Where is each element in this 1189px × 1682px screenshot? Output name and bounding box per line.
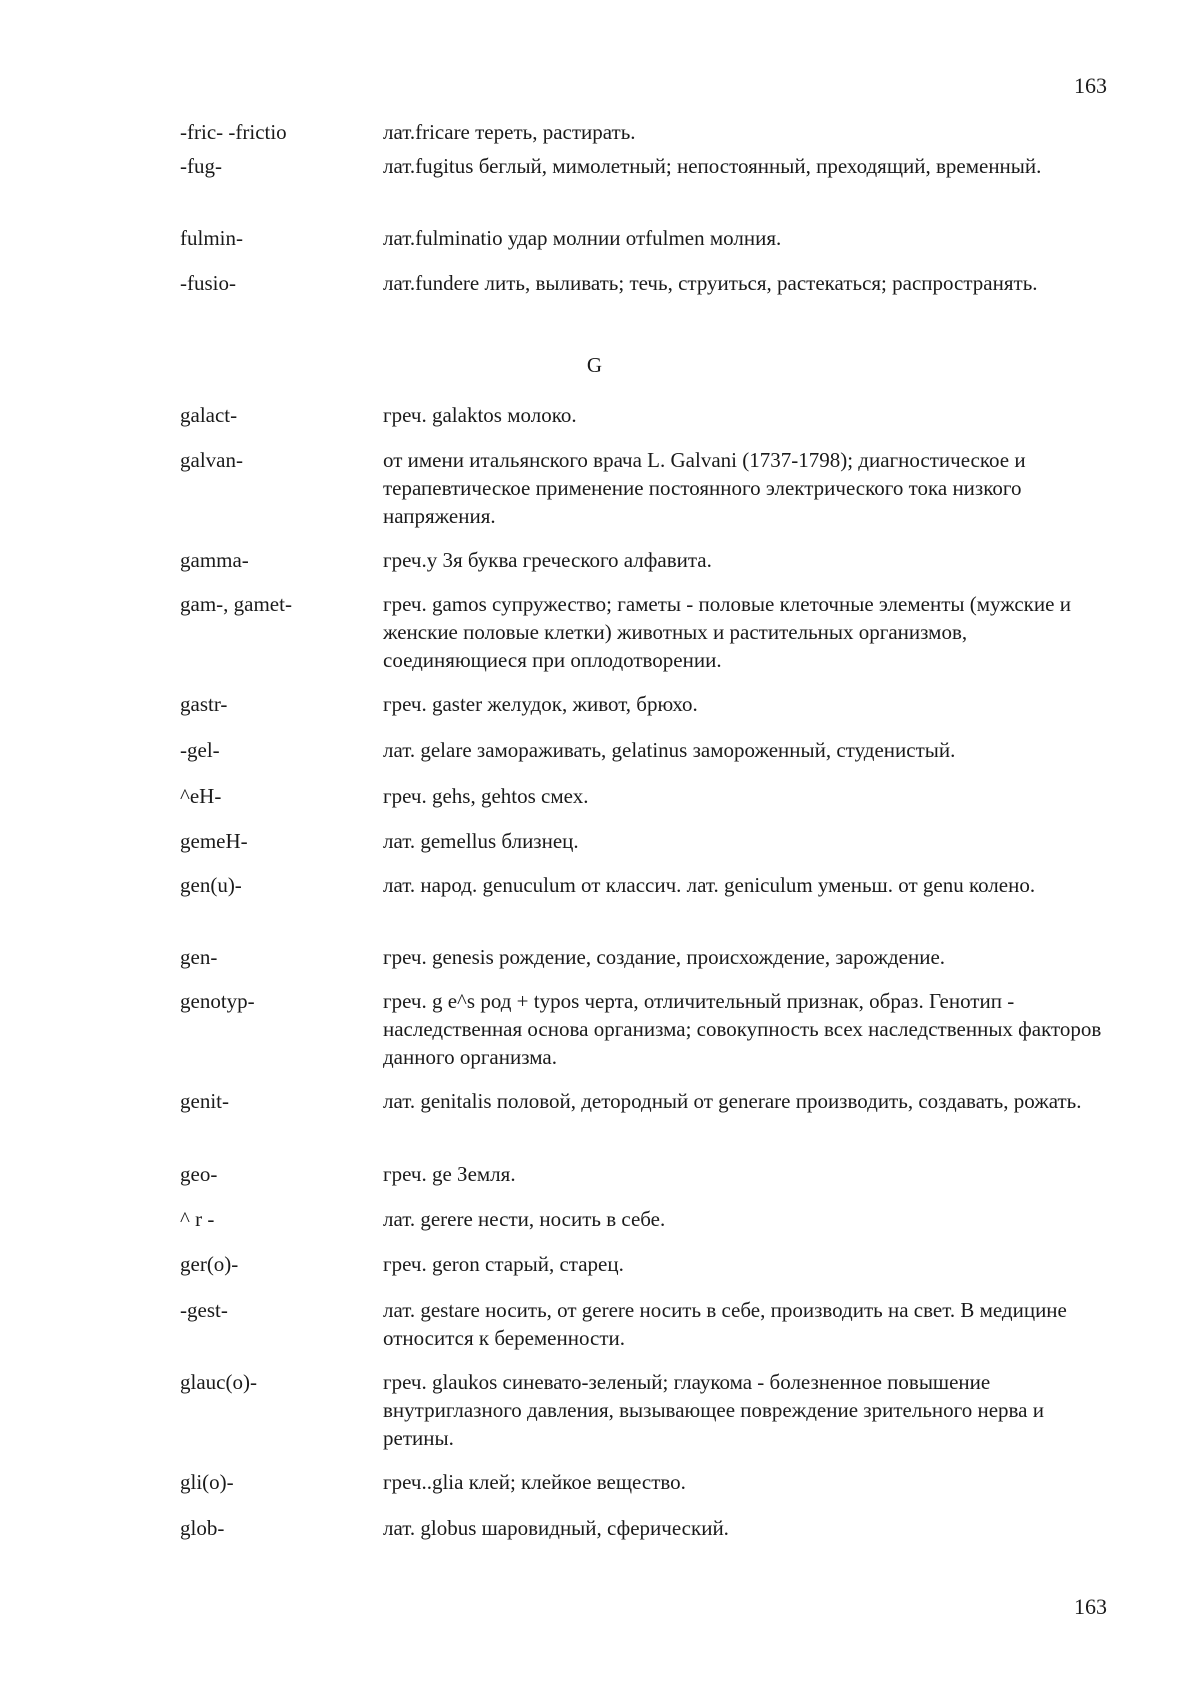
entry-definition: греч..glia клей; клейкое вещество. [383, 1470, 686, 1494]
entry-definition: греч.y 3я буква греческого алфавита. [383, 548, 712, 572]
entry-definition: греч. gamos супружество; гаметы - половые клеточные элементы (мужские и женские половые клетки) животных и растительных организмов, соединяющиеся при оплодотворении. [383, 592, 1071, 672]
entry-term: -fric- -frictio [180, 120, 287, 144]
entry-term: -fug- [180, 154, 222, 178]
entry-term: gli(o)- [180, 1470, 234, 1494]
entry-term: gen- [180, 945, 218, 969]
entry-definition: греч. galaktos молоко. [383, 403, 577, 427]
entry-definition: лат.fugitus беглый, мимолетный; непостоянный, преходящий, временный. [383, 154, 1042, 178]
entry-term: geo- [180, 1162, 218, 1186]
entry-definition: лат. gelare замораживать, gelatinus замороженный, студенистый. [383, 738, 956, 762]
entry-term: ^ r - [180, 1207, 215, 1231]
entry-definition: греч. genesis рождение, создание, происхождение, зарождение. [383, 945, 946, 969]
entry-term: galvan- [180, 448, 243, 472]
entry-term: fulmin- [180, 226, 243, 250]
entry-term: gastr- [180, 692, 228, 716]
entry-definition: лат.fundere лить, выливать; течь, струиться, растекаться; распространять. [383, 271, 1038, 295]
entry-definition: греч. g e^s род + typos черта, отличительный признак, образ. Генотип - наследственная основа организма; совокупность всех наследственных факторов данного организма. [383, 989, 1102, 1069]
entry-term: ^eH- [180, 784, 222, 808]
entry-definition: лат. gemellus близнец. [383, 829, 579, 853]
entry-definition: греч. geron старый, старец. [383, 1252, 624, 1276]
entry-definition: от имени итальянского врача L. Galvani (1737-1798); диагностическое и терапевтическое применение постоянного электрического тока низкого напряжения. [383, 448, 1026, 528]
entry-term: galact- [180, 403, 238, 427]
entry-definition: лат.fulminatio удар молнии отfulmen молния. [383, 226, 782, 250]
entry-definition: лат. народ. genuculum от классич. лат. geniculum уменьш. от genu колено. [383, 873, 1036, 897]
entry-term: gamma- [180, 548, 249, 572]
entry-term: -gel- [180, 738, 220, 762]
entry-term: glob- [180, 1516, 225, 1540]
entry-definition: лат. globus шаровидный, сферический. [383, 1516, 729, 1540]
page-number-bottom: 163 [1074, 1594, 1107, 1619]
entry-term: glauc(o)- [180, 1370, 257, 1394]
entry-definition: лат.fricare тереть, растирать. [383, 120, 636, 144]
entry-definition: греч. gaster желудок, живот, брюхо. [383, 692, 698, 716]
entry-definition: лат. gerere нести, носить в себе. [383, 1207, 666, 1231]
entry-definition: лат. genitalis половой, детородный от generare производить, создавать, рожать. [383, 1089, 1082, 1113]
entry-term: gemeH- [180, 829, 248, 853]
entry-definition: греч. gehs, gehtos смех. [383, 784, 589, 808]
section-letter-heading: G [586, 353, 603, 377]
entry-term: ger(o)- [180, 1252, 239, 1276]
entry-term: genit- [180, 1089, 229, 1113]
entry-definition: лат. gestare носить, от gerere носить в себе, производить на свет. В медицине относится к беременности. [383, 1298, 1067, 1350]
entry-term: gen(u)- [180, 873, 242, 897]
entry-term: -gest- [180, 1298, 228, 1322]
entry-definition: греч. glaukos синевато-зеленый; глаукома - болезненное повышение внутриглазного давления, вызывающее повреждение зрительного нерва и ретины. [383, 1370, 1044, 1450]
page-number-top: 163 [1074, 73, 1107, 98]
entry-term: genotyp- [180, 989, 255, 1013]
entry-term: -fusio- [180, 271, 236, 295]
entry-term: gam-, gamet- [180, 592, 292, 616]
entry-definition: греч. ge Земля. [383, 1162, 516, 1186]
